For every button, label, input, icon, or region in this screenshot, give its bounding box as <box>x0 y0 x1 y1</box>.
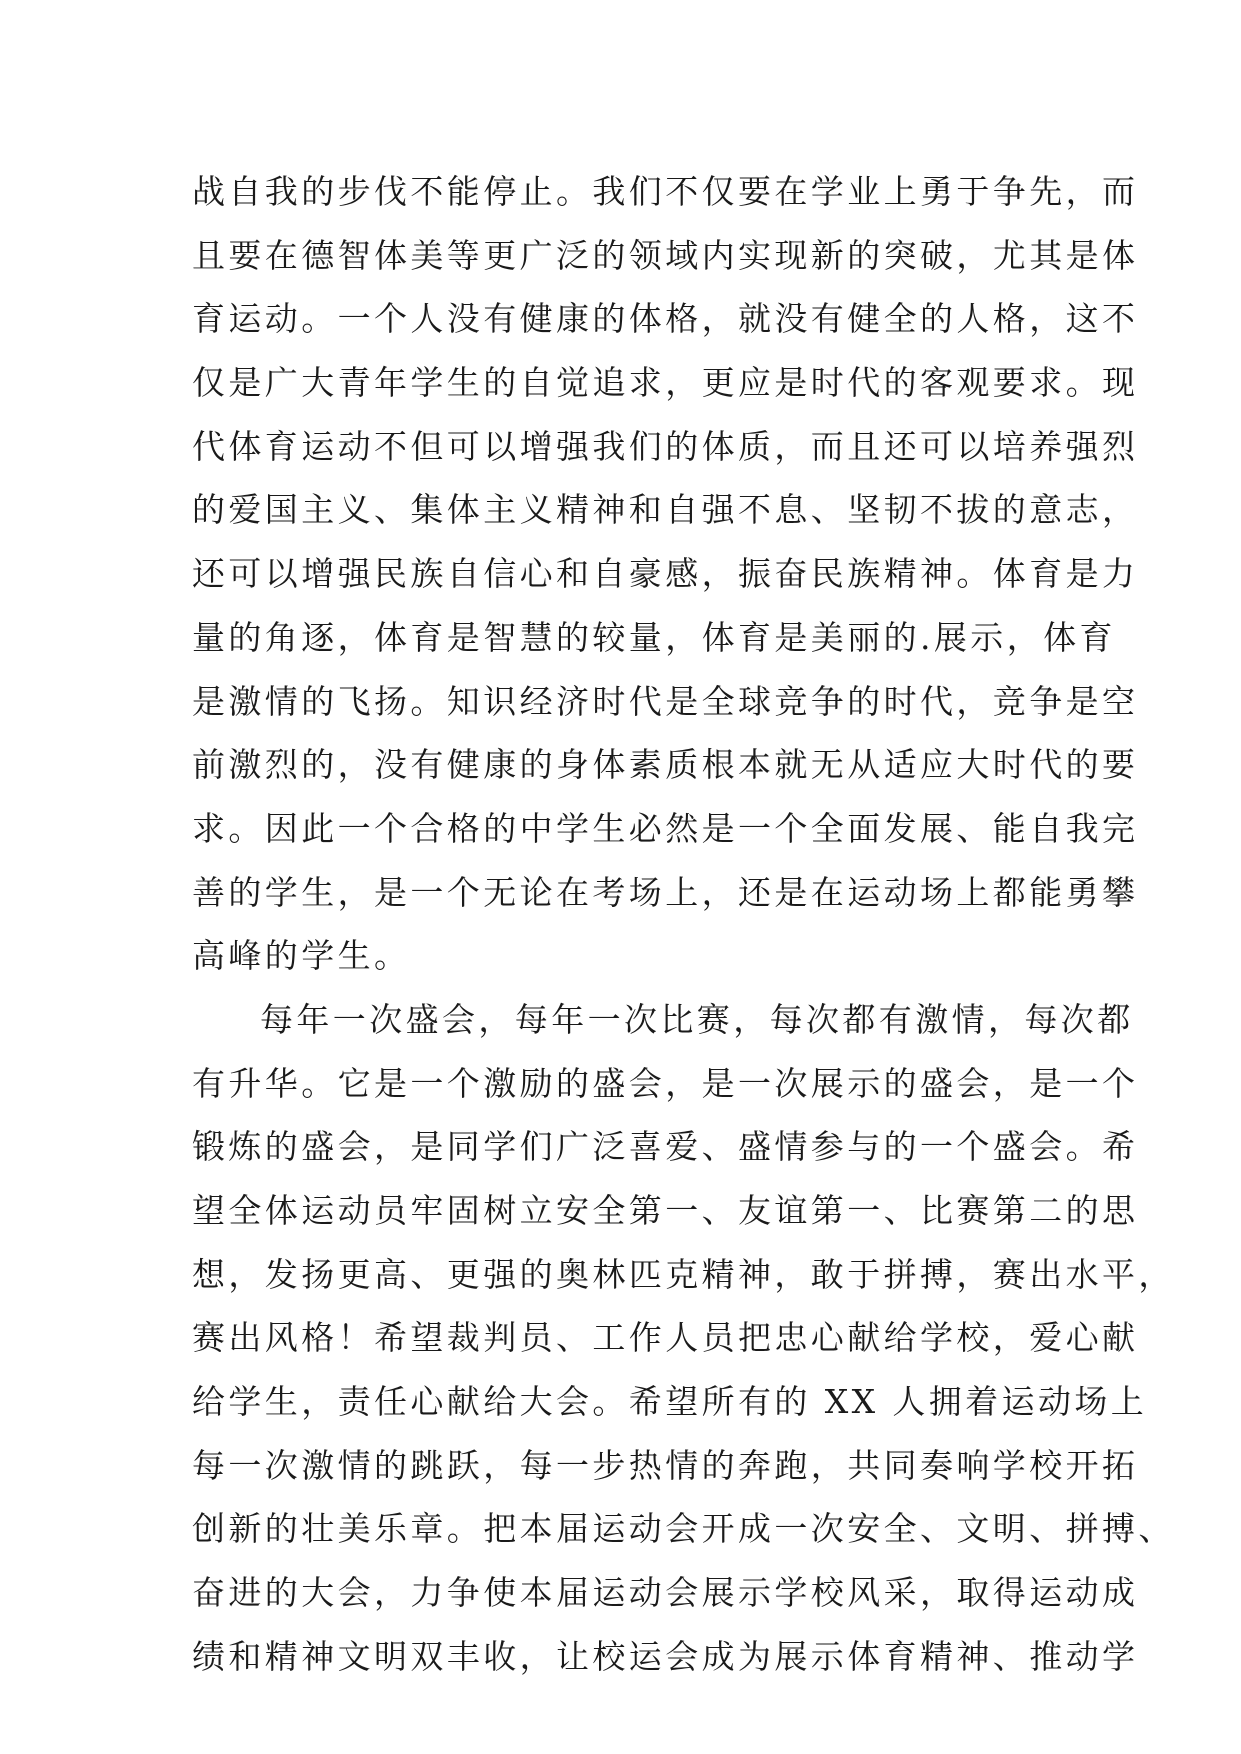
text-line: 量的角逐，体育是智慧的较量，体育是美丽的.展示，体育 <box>192 617 1116 657</box>
body-text <box>192 160 1175 1689</box>
text-line: 望全体运动员牢固树立安全第一、友谊第一、比赛第二的思 <box>192 1191 1139 1230</box>
text-line: 高峰的学生。 <box>192 936 411 976</box>
text-line: 前激烈的，没有健康的身体素质根本就无从适应大时代的要 <box>192 745 1139 785</box>
text-line: 想，发扬更高、更强的奥林匹克精神，敢于拼搏，赛出水平， <box>192 1254 1175 1294</box>
text-line: 还可以增强民族自信心和自豪感，振奋民族精神。体育是力 <box>192 554 1139 594</box>
text-line: 绩和精神文明双丰收，让校运会成为展示体育精神、推动学 <box>192 1636 1139 1676</box>
text-line: 的爱国主义、集体主义精神和自强不息、坚韧不拔的意志， <box>192 490 1139 530</box>
paragraph-2 <box>192 988 1175 1689</box>
text-line: 仅是广大青年学生的自觉追求，更应是时代的客观要求。现 <box>192 363 1139 403</box>
text-line: 求。因此一个合格的中学生必然是一个全面发展、能自我完 <box>192 808 1139 848</box>
text-line: 奋进的大会，力争使本届运动会展示学校风采，取得运动成 <box>192 1573 1139 1613</box>
text-line: 战自我的步伐不能停止。我们不仅要在学业上勇于争先，而 <box>192 172 1139 211</box>
text-line: 锻炼的盛会，是同学们广泛喜爱、盛情参与的一个盛会。希 <box>192 1127 1139 1167</box>
text-line: 有升华。它是一个激励的盛会，是一次展示的盛会，是一个 <box>192 1063 1139 1103</box>
text-line: 是激情的飞扬。知识经济时代是全球竞争的时代，竞争是空 <box>192 681 1139 721</box>
text-line: 创新的壮美乐章。把本届运动会开成一次安全、文明、拼搏、 <box>192 1509 1175 1549</box>
text-line: 每年一次盛会，每年一次比赛，每次都有激情，每次都 <box>260 999 1134 1039</box>
text-line: 赛出风格！希望裁判员、工作人员把忠心献给学校，爱心献 <box>192 1318 1139 1358</box>
text-line: 给学生，责任心献给大会。希望所有的 XX 人拥着运动场上 <box>192 1382 1148 1422</box>
text-line: 代体育运动不但可以增强我们的体质，而且还可以培养强烈 <box>192 426 1139 466</box>
text-line: 育运动。一个人没有健康的体格，就没有健全的人格，这不 <box>192 299 1139 339</box>
text-line: 且要在德智体美等更广泛的领域内实现新的突破，尤其是体 <box>192 235 1139 275</box>
text-line: 每一次激情的跳跃，每一步热情的奔跑，共同奏响学校开拓 <box>192 1445 1139 1485</box>
text-line: 善的学生，是一个无论在考场上，还是在运动场上都能勇攀 <box>192 872 1139 912</box>
paragraph-1 <box>192 160 1139 988</box>
